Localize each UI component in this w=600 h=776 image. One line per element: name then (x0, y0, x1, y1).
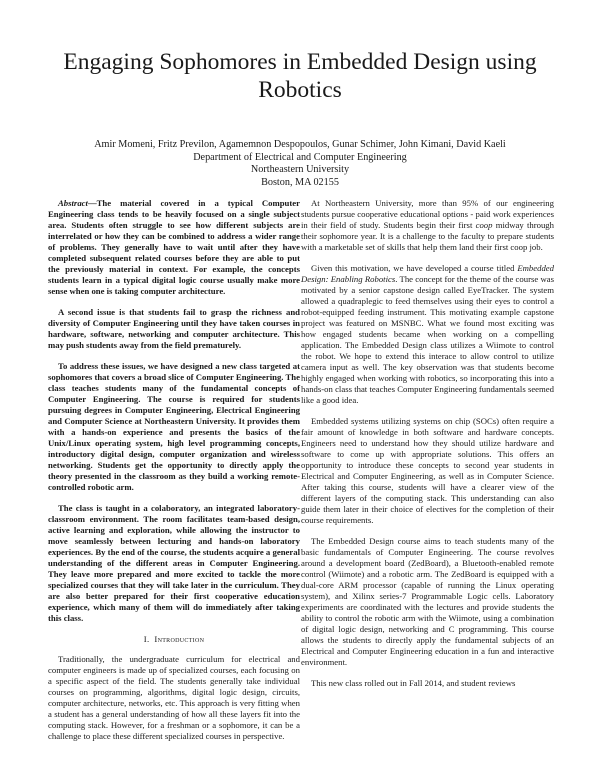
coop-text-a: At Northeastern University, more than 95% of our engineering students pursue cooperative educational options - paid work experiences in their field of study. Students begin their first (301, 198, 554, 230)
location: Boston, MA 02155 (261, 176, 339, 188)
abstract-paragraph-3: To address these issues, we have designed a new class targeted at sophomores that covers a broad slice of Computer Engineering. The class teaches students many of the fundamental concepts of Computer Engineering. The course is required for students pursuing degrees in Computer Engineering, Electrical Engineering and Computer Science at Northeastern University. It provides them with a hands-on experience and presents the basics of the Unix/Linux operating system, high level programming concepts, introductory digital design, computer organization and wireless networking. Students get the opportunity to directly apply the theory presented in the classroom as they build a working remote-controlled robotic arm. (48, 361, 300, 492)
section-heading-introduction (48, 634, 300, 645)
coop-emphasis: coop (475, 220, 493, 230)
author-block (40, 139, 560, 189)
section-title: Introduction (154, 634, 205, 644)
abstract (48, 198, 300, 624)
body-paragraph-embedded: Embedded systems utilizing systems on chip (SOCs) often require a fair amount of knowledge in both software and hardware concepts. Engineers need to understand how they should utilize hardware and software to come up with appropriate solutions. This offers an opportunity to introduce these concepts to second year students in Electrical and Computer Engineering, as well as in Computer Science. After taking this course, students will have a clearer view of the different layers of the computing stack. This understanding can also guide them later in their choice of electives for the completion of their course requirements. (301, 416, 554, 525)
abstract-label: Abstract (58, 198, 88, 208)
body-paragraph-course: The Embedded Design course aims to teach students many of the basic fundamentals of Computer Engineering. The course revolves around a development board (ZedBoard), a Bluetooth-enabled remote control (Wiimote) and a robotic arm. The ZedBoard is equipped with a dual-core ARM processor (capable of running the Linux operating system), and Xilinx series-7 Programmable Logic cells. Laboratory experiments are coordinated with the lectures and provide students the ability to control the robotic arm with the Wiimote, using a combination of digital logic design, networking and C programming. This course allows the students to directly apply the fundamental subjects of an Electrical and Computer Engineering education in a fun and interactive environment. (301, 536, 554, 667)
abstract-paragraph-1 (48, 198, 300, 297)
motivation-text-a: Given this motivation, we have developed a course titled (311, 263, 518, 273)
body-paragraph-coop (301, 198, 554, 253)
abstract-paragraph-4: The class is taught in a colaboratory, an integrated laboratory-classroom environment. The room facilitates team-based design, active learning and exploration, while allowing the instructor to move seamlessly between lecturing and hands-on laboratory experiences. By the end of the course, the students acquire a general understanding of the different areas in Computer Engineering. They leave more prepared and more excited to tackle the more specialized courses that they will take later in the curriculum. They are also better prepared for their first cooperative education experience, which many of them will do immediately after taking this class. (48, 503, 300, 623)
abstract-text-1: —The material covered in a typical Computer Engineering class tends to be heavily focused on a single subject area. Students often struggle to see how different subjects are interrelated or how they can be combined to address a wider range of problems. They generally have to wait until after they have completed subsequent related courses before they are able to put the previously material in context. For example, the concepts students learn in a typical digital logic course usually make more sense when one is taking computer architecture. (48, 198, 300, 296)
paper-title: Engaging Sophomores in Embedded Design using Robotics (63, 49, 537, 103)
right-column (301, 198, 554, 699)
author-list: Amir Momeni, Fritz Previlon, Agamemnon Despopoulos, Gunar Schimer, John Kimani, David Kaeli (94, 139, 506, 150)
motivation-text-b: . The concept for the theme of the course was motivated by a senior capstone design called EyeTracker. The system allowed a quadraplegic to feed themselves using their eyes to control a robot-equipped feeding instrument. This motivating example capstone project was featured on MSNBC. What we found most exciting was how engaged students became when working on a compelling application. The Embedded Design class utilizes a Wiimote to control the robot. We hope to extend this interace to allow control to utilize camera input as well. The key observation was that students become highly engaged when working with robotics, so incorporating this into a hands-on class that teaches Computer Engineering fundamentals seemed like a good idea. (301, 274, 554, 405)
intro-paragraph-1: Traditionally, the undergraduate curriculum for electrical and computer engineers is made up of specialized courses, each focusing on a specific aspect of the field. The students generally take individual courses on programming, algorithms, digital logic design, circuits, computer architecture, networks, etc. This approach is very fitting when a student has a general understanding of how all these layers fit into the computing stack. However, for a freshman or a sophomore, it can be a challenge to place these different specialized courses in perspective. (48, 654, 300, 741)
left-column (48, 198, 300, 752)
course-title-emphasis: Embedded Design: Enabling Robotics (301, 263, 554, 284)
section-number: I. (143, 634, 150, 644)
department: Department of Electrical and Computer Engineering (193, 151, 407, 163)
abstract-paragraph-2: A second issue is that students fail to grasp the richness and diversity of Computer Engineering until they have taken courses in hardware, software, networking and computer architecture. This may push students away from the field prematurely. (48, 307, 300, 350)
coop-text-b: midway through their sophomore year. It is a challenge to the faculty to prepare students with a marketable set of skills that help them land their first coop job. (301, 220, 554, 252)
body-paragraph-rollout: This new class rolled out in Fall 2014, and student reviews (311, 678, 516, 688)
body-paragraph-motivation (301, 263, 554, 406)
university: Northeastern University (250, 164, 350, 175)
